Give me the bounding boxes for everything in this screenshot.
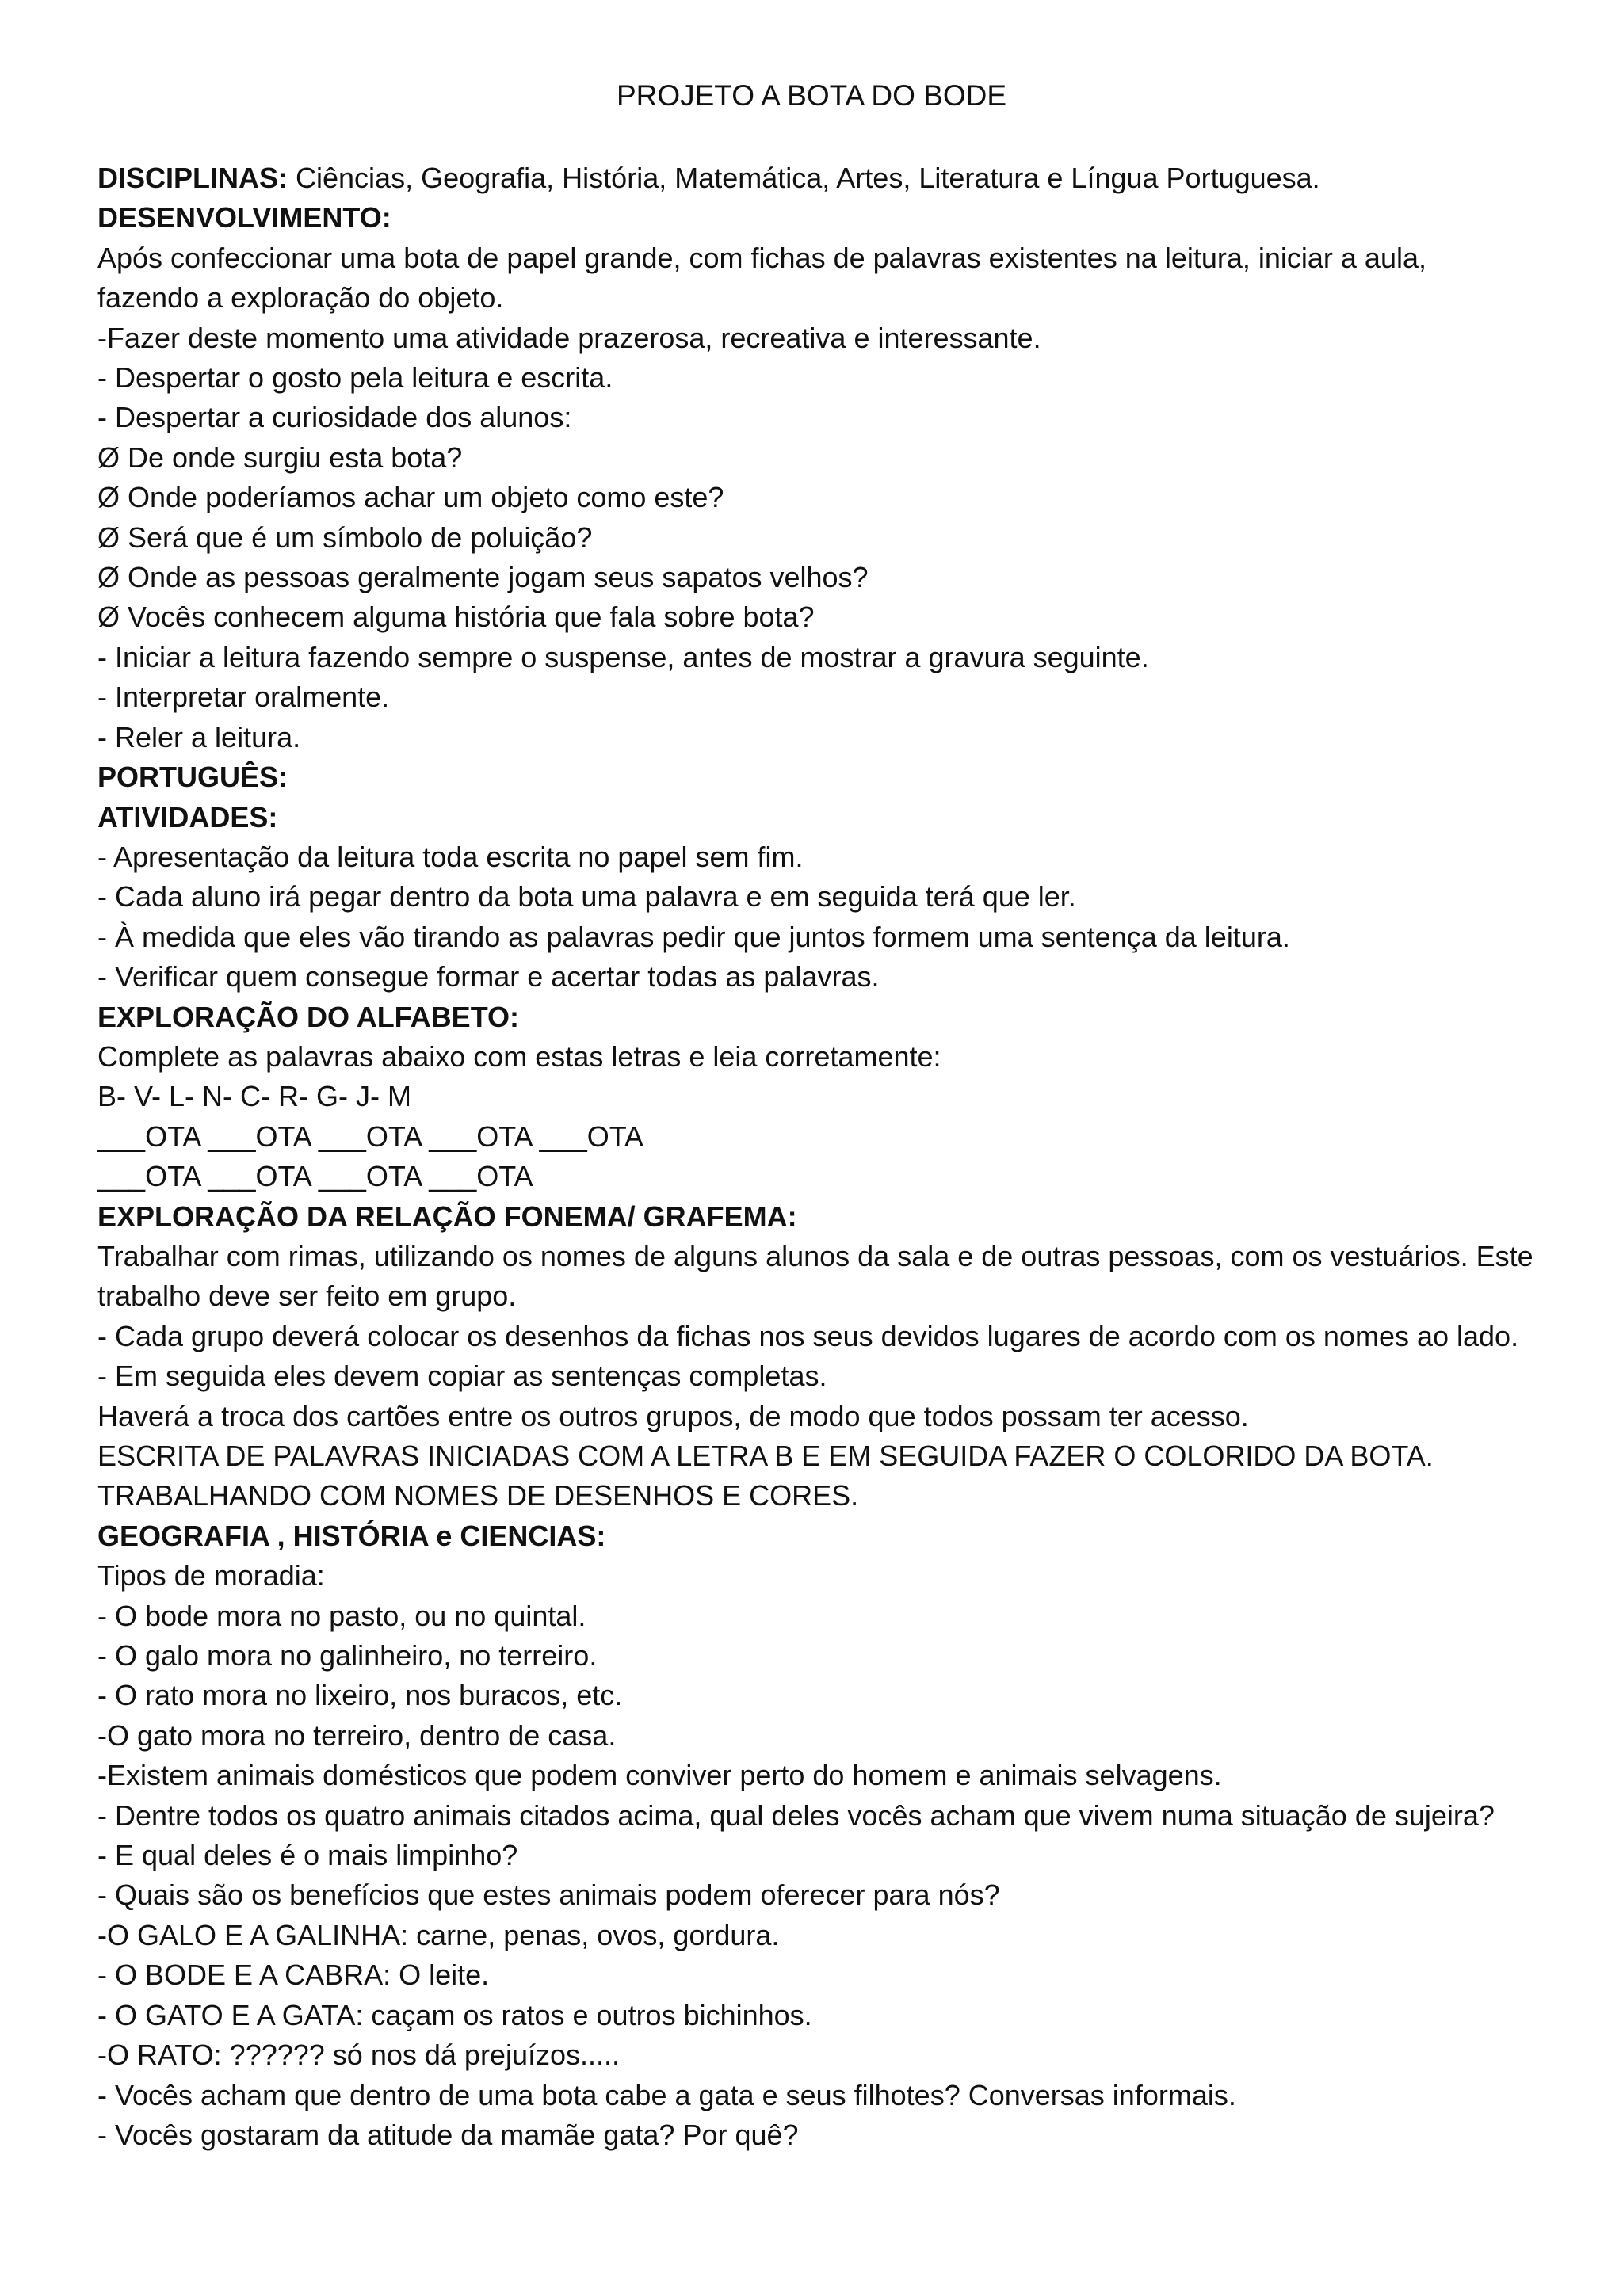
text-line: - Apresentação da leitura toda escrita no papel sem fim. bbox=[97, 840, 804, 873]
text-line: Haverá a troca dos cartões entre os outros grupos, de modo que todos possam ter acesso. bbox=[97, 1399, 1249, 1432]
text-line: -Existem animais domésticos que podem conviver perto do homem e animais selvagens. bbox=[97, 1759, 1222, 1792]
text-line: fazendo a exploração do objeto. bbox=[97, 281, 504, 315]
text-line: Ø Será que é um símbolo de poluição? bbox=[97, 521, 593, 554]
geografia-list bbox=[97, 1556, 1587, 2155]
text-line: - O BODE E A CABRA: O leite. bbox=[97, 1958, 490, 1992]
text-line: - Iniciar a leitura fazendo sempre o suspense, antes de mostrar a gravura seguinte. bbox=[97, 640, 1149, 673]
text-line: ___OTA ___OTA ___OTA ___OTA ___OTA bbox=[97, 1119, 644, 1153]
text-line: - Interpretar oralmente. bbox=[97, 681, 390, 714]
alfabeto-list bbox=[97, 1037, 1587, 1197]
text-line: -Fazer deste momento uma atividade prazerosa, recreativa e interessante. bbox=[97, 321, 1041, 354]
disciplinas-text: Ciências, Geografia, História, Matemática, Artes, Literatura e Língua Portuguesa. bbox=[288, 162, 1320, 194]
text-line: -O RATO: ?????? só nos dá prejuízos..... bbox=[97, 2039, 621, 2072]
text-line: - Vocês gostaram da atitude da mamãe gata? Por quê? bbox=[97, 2118, 799, 2151]
text-line: - Cada aluno irá pegar dentro da bota uma palavra e em seguida terá que ler. bbox=[97, 880, 1076, 913]
text-line: Ø De onde surgiu esta bota? bbox=[97, 441, 463, 474]
text-line: Complete as palavras abaixo com estas letras e leia corretamente: bbox=[97, 1039, 941, 1073]
text-line: TRABALHANDO COM NOMES DE DESENHOS E CORES. bbox=[97, 1479, 859, 1512]
text-line: - Quais são os benefícios que estes animais podem oferecer para nós? bbox=[97, 1878, 1000, 1912]
text-line: - Vocês acham que dentro de uma bota cabe a gata e seus filhotes? Conversas informais. bbox=[97, 2078, 1236, 2111]
text-line: - O GATO E A GATA: caçam os ratos e outros bichinhos. bbox=[97, 1998, 812, 2031]
heading-fonema: EXPLORAÇÃO DA RELAÇÃO FONEMA/ GRAFEMA: bbox=[97, 1199, 797, 1233]
text-line: Ø Onde poderíamos achar um objeto como este? bbox=[97, 481, 724, 514]
text-line: trabalho deve ser feito em grupo. bbox=[97, 1280, 517, 1313]
text-line: Ø Onde as pessoas geralmente jogam seus sapatos velhos? bbox=[97, 561, 869, 594]
text-line: - O rato mora no lixeiro, nos buracos, etc. bbox=[97, 1679, 623, 1712]
text-line: Trabalhar com rimas, utilizando os nomes de alguns alunos da sala e de outras pessoas, com os vestuários. Este bbox=[97, 1239, 1533, 1272]
text-line: -O GALO E A GALINHA: carne, penas, ovos, gordura. bbox=[97, 1918, 780, 1951]
text-line: - O galo mora no galinheiro, no terreiro. bbox=[97, 1639, 598, 1672]
text-line: - Verificar quem consegue formar e acertar todas as palavras. bbox=[97, 960, 880, 994]
text-line: - O bode mora no pasto, ou no quintal. bbox=[97, 1599, 586, 1632]
text-line: - Cada grupo deverá colocar os desenhos da fichas nos seus devidos lugares de acordo com os nomes ao lado. bbox=[97, 1319, 1519, 1352]
text-line: - Despertar a curiosidade dos alunos: bbox=[97, 401, 572, 434]
text-line: ESCRITA DE PALAVRAS INICIADAS COM A LETRA B E EM SEGUIDA FAZER O COLORIDO DA BOTA. bbox=[97, 1440, 1434, 1472]
text-line: Ø Vocês conhecem alguma história que fala sobre bota? bbox=[97, 601, 815, 634]
text-line: Tipos de moradia: bbox=[97, 1559, 325, 1592]
text-line: - Despertar o gosto pela leitura e escrita. bbox=[97, 361, 613, 395]
disciplinas-label: DISCIPLINAS: bbox=[97, 162, 288, 194]
document-page bbox=[97, 76, 1587, 2155]
text-line: ___OTA ___OTA ___OTA ___OTA bbox=[97, 1160, 533, 1193]
text-line: - Dentre todos os quatro animais citados acima, qual deles vocês acham que vivem numa situação de sujeira? bbox=[97, 1798, 1495, 1832]
text-line: -O gato mora no terreiro, dentro de casa. bbox=[97, 1718, 617, 1752]
heading-alfabeto: EXPLORAÇÃO DO ALFABETO: bbox=[97, 1000, 520, 1033]
page-title: PROJETO A BOTA DO BODE bbox=[616, 79, 1007, 112]
text-line: - E qual deles é o mais limpinho? bbox=[97, 1839, 518, 1872]
text-line: B- V- L- N- C- R- G- J- M bbox=[97, 1080, 411, 1113]
heading-desenvolvimento: DESENVOLVIMENTO: bbox=[97, 201, 391, 235]
heading-atividades: ATIVIDADES: bbox=[97, 800, 278, 833]
fonema-list bbox=[97, 1237, 1587, 1516]
desenvolvimento-list bbox=[97, 238, 1587, 757]
text-line: - Reler a leitura. bbox=[97, 720, 301, 753]
text-line: - À medida que eles vão tirando as palavras pedir que juntos formem uma sentença da leitura. bbox=[97, 920, 1290, 953]
text-line: - Em seguida eles devem copiar as sentenças completas. bbox=[97, 1360, 827, 1393]
atividades-list bbox=[97, 837, 1587, 997]
disciplinas-line bbox=[97, 158, 1587, 198]
text-line: Após confeccionar uma bota de papel grande, com fichas de palavras existentes na leitura, iniciar a aula, bbox=[97, 241, 1426, 274]
heading-portugues: PORTUGUÊS: bbox=[97, 761, 288, 794]
heading-geografia: GEOGRAFIA , HISTÓRIA e CIENCIAS: bbox=[97, 1519, 606, 1552]
